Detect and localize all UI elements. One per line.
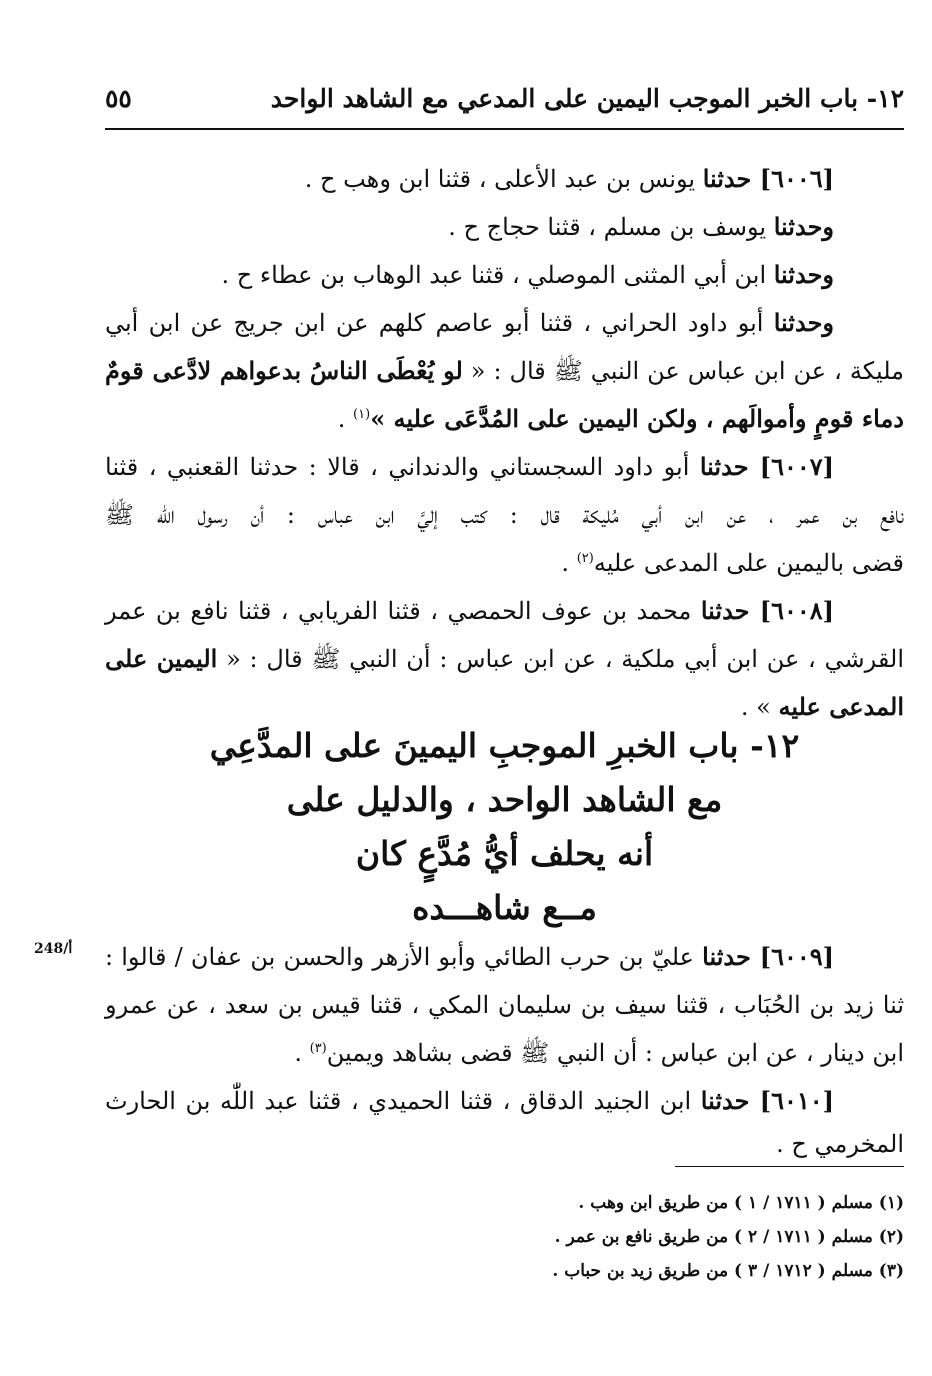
hadith-number: [٦٠١٠] حدثنا	[700, 1086, 834, 1115]
hadith-6009-line-2	[105, 981, 904, 1029]
lead-word: وحدثنا	[773, 212, 834, 241]
text-span: عليّ بن حرب الطائي وأبو الأزهر والحسن بن عفان / قالوا :	[105, 943, 703, 971]
text-span: ثنا زيد بن الحُبَاب ، قثنا سيف بن سليمان المكي ، قثنا قيس بن سعد ، عن عمرو	[105, 991, 905, 1019]
hadith-6007-line-2	[105, 491, 904, 539]
hadith-number: [٦٠٠٦] حدثنا	[702, 164, 834, 193]
text-span: أبو داود السجستاني والدنداني ، قالا : حدثنا القعنبي ، قثنا	[105, 453, 700, 481]
hadith-6009-line-3	[105, 1029, 904, 1077]
text-span: ابن دينار ، عن ابن عباس : أن النبي ﷺ قضى بشاهد ويمين	[326, 1039, 904, 1067]
footnote-3: (٣) مسلم ( ١٧١٢ / ٣ ) من طريق زيد بن حباب .	[552, 1261, 904, 1281]
running-header	[105, 78, 904, 126]
chapter-heading-line-3: أنه يحلف أيُّ مُدَّعٍ كان	[355, 834, 654, 873]
running-header-title: ١٢- باب الخبر الموجب اليمين على المدعي مع الشاهد الواحد	[270, 84, 904, 113]
text-span: يوسف بن مسلم ، قثنا حجاج ح .	[448, 213, 774, 241]
hadith-6006-line-1	[105, 155, 904, 203]
chapter-heading-line-2: مع الشاهد الواحد ، والدليل على	[286, 780, 723, 819]
hadith-6009-line-1	[105, 933, 904, 981]
matn-bold: المدعى عليه	[778, 692, 904, 721]
hadith-6007-line-1	[105, 443, 904, 491]
hadith-number: [٦٠٠٧] حدثنا	[699, 452, 834, 481]
matn-line-1	[105, 347, 904, 395]
text-span: القرشي ، عن ابن أبي ملكية ، عن ابن عباس : أن النبي ﷺ قال : «	[217, 645, 905, 673]
text-span: مليكة ، عن ابن عباس عن النبي ﷺ قال : «	[462, 357, 904, 385]
matn-bold: لو يُعْطَى الناسُ بدعواهم لادَّعى قومٌ	[105, 356, 463, 385]
lead-word: وحدثنا	[773, 260, 834, 289]
hadith-6010-line-2	[105, 1120, 904, 1168]
chapter-heading-line-4: مــع شاهـــده	[412, 888, 597, 927]
text-span: نافع بن عمر ، عن ابن أبي مُليكة قال : كتب إليَّ ابن عباس : أن رسول اللّٰه ﷺ	[105, 501, 904, 529]
header-rule	[105, 128, 904, 130]
text-span: يونس بن عبد الأعلى ، قثنا ابن وهب ح .	[304, 165, 703, 193]
text-span: .	[294, 1039, 310, 1067]
isnad-line-4	[105, 299, 904, 347]
lead-word: وحدثنا	[773, 308, 834, 337]
footnote-2: (٢) مسلم ( ١٧١١ / ٢ ) من طريق نافع بن عمر .	[554, 1227, 904, 1247]
hadith-6008-line-2	[105, 635, 904, 683]
matn-bold: دماء قومٍ وأموالَهم ، ولكن اليمين على المُدَّعَى عليه »	[370, 404, 904, 433]
text-span: ابن الجنيد الدقاق ، قثنا الحميدي ، قثنا عبد اللّٰه بن الحارث	[105, 1087, 701, 1115]
isnad-line-3	[105, 251, 904, 299]
hadith-6007-line-3	[105, 539, 904, 587]
matn-line-2	[105, 395, 904, 443]
text-span: » .	[740, 693, 779, 721]
hadith-6010-line-1	[105, 1077, 904, 1125]
hadith-6008-line-1	[105, 587, 904, 635]
chapter-heading-line-1: ١٢- باب الخبرِ الموجبِ اليمينَ على المدَّعِي	[209, 726, 800, 765]
text-span: .	[337, 405, 354, 433]
text-span: المخرمي ح .	[776, 1130, 904, 1158]
footnote-rule	[675, 1166, 904, 1167]
footnote-1: (١) مسلم ( ١٧١١ / ١ ) من طريق ابن وهب .	[578, 1193, 904, 1213]
hadith-number: [٦٠٠٨] حدثنا	[700, 596, 834, 625]
isnad-line-2	[105, 203, 904, 251]
text-span: قضى باليمين على المدعى عليه	[593, 549, 904, 577]
text-span: ابن أبي المثنى الموصلي ، قثنا عبد الوهاب بن عطاء ح .	[221, 261, 774, 289]
text-span: محمد بن عوف الحمصي ، قثنا الفريابي ، قثنا نافع بن عمر	[105, 597, 701, 625]
margin-folio-note: 248/أ	[34, 941, 73, 957]
text-span: .	[561, 549, 577, 577]
hadith-number: [٦٠٠٩] حدثنا	[702, 942, 834, 971]
footnote-ref-1: (١)	[353, 407, 371, 422]
page-number: ٥٥	[105, 84, 132, 113]
matn-bold: اليمين على	[105, 644, 218, 673]
footnote-ref-3: (٣)	[309, 1041, 327, 1056]
text-span: أبو داود الحراني ، قثنا أبو عاصم كلهم عن ابن جريج عن ابن أبي	[105, 309, 774, 337]
footnote-ref-2: (٢)	[576, 551, 594, 566]
